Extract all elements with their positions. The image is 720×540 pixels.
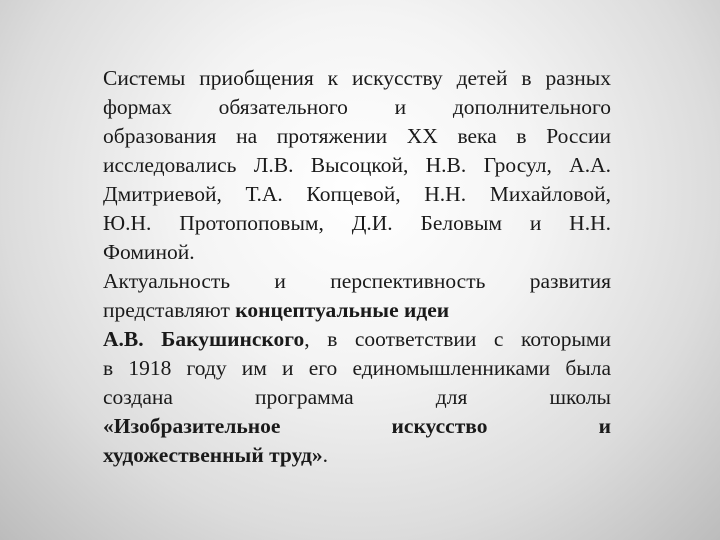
text-line: [103, 325, 611, 354]
text-line: Фоминой.: [103, 240, 195, 264]
bold-phrase-ideas: концептуальные идеи: [235, 298, 450, 322]
bold-program-title-line: «Изобразительное искусство и: [103, 414, 611, 438]
text-line: Дмитриевой, Т.А. Копцевой, Н.Н. Михайловой,: [103, 182, 611, 206]
text-line: Актуальность и перспективность развития: [103, 269, 611, 293]
bold-name-bakushinsky: А.В. Бакушинского: [103, 327, 305, 351]
text-line: создана программа для школы: [103, 385, 611, 409]
body-text: [103, 64, 611, 470]
text-run: , в соответствии с которыми: [304, 327, 611, 351]
text-run: .: [322, 443, 329, 467]
text-line: [103, 441, 611, 470]
text-line: в 1918 году им и его единомышленниками была: [103, 356, 611, 380]
text-run: представляют: [103, 298, 236, 322]
text-line: Ю.Н. Протопоповым, Д.И. Беловым и Н.Н.: [103, 211, 611, 235]
text-line: формах обязательного и дополнительного: [103, 95, 611, 119]
text-line: образования на протяжении XX века в России: [103, 124, 611, 148]
paragraph-researchers: [103, 64, 611, 267]
paragraph-bakushinsky: [103, 267, 611, 470]
text-line: исследовались Л.В. Высоцкой, Н.В. Гросул, А.А.: [103, 153, 611, 177]
text-line: [103, 296, 611, 325]
text-line: Системы приобщения к искусству детей в разных: [103, 66, 611, 90]
bold-program-title-end: художественный труд»: [103, 443, 323, 467]
